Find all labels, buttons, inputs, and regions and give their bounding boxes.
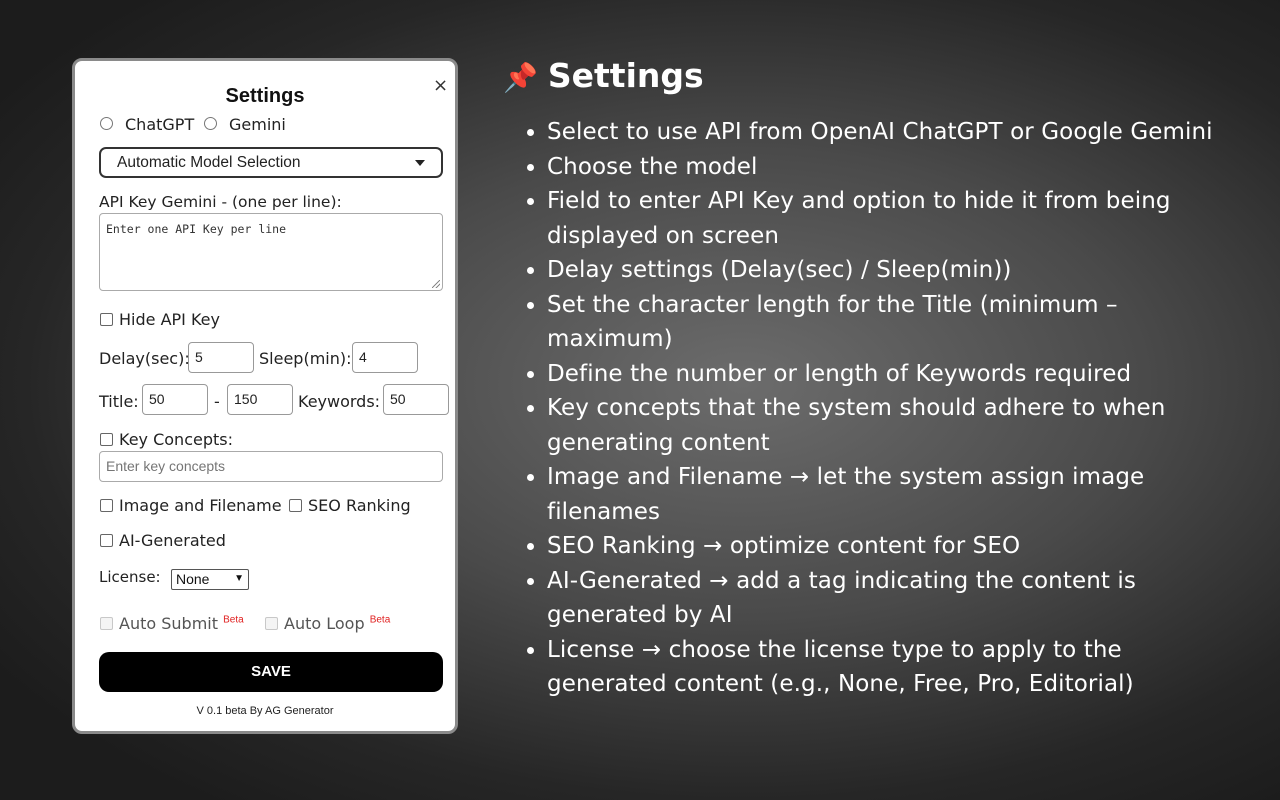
gemini-label: Gemini xyxy=(229,115,286,134)
title-min-input[interactable]: 50 xyxy=(142,384,208,415)
title-label: Title: xyxy=(99,392,139,411)
resize-handle-icon[interactable] xyxy=(432,280,440,288)
title-max-input[interactable]: 150 xyxy=(227,384,293,415)
list-item: SEO Ranking → optimize content for SEO xyxy=(547,529,1237,564)
auto-loop-checkbox[interactable] xyxy=(265,617,278,630)
title-range-dash: - xyxy=(214,392,220,411)
image-filename-label: Image and Filename xyxy=(119,496,282,515)
feature-list xyxy=(547,115,1237,702)
list-item: License → choose the license type to apply to the generated content (e.g., None, Free, Pro, Editorial) xyxy=(547,633,1237,702)
beta-badge: Beta xyxy=(369,614,391,626)
list-item: Set the character length for the Title (minimum – maximum) xyxy=(547,288,1237,357)
ai-generated-label: AI-Generated xyxy=(119,531,226,550)
hide-api-key-checkbox[interactable] xyxy=(100,313,113,326)
api-key-placeholder: Enter one API Key per line xyxy=(106,222,287,236)
list-item: AI-Generated → add a tag indicating the content is generated by AI xyxy=(547,564,1237,633)
auto-loop-text: Auto Loop xyxy=(284,614,365,633)
license-select[interactable] xyxy=(171,569,249,590)
auto-submit-label xyxy=(119,614,244,633)
api-key-textarea[interactable] xyxy=(99,213,443,291)
sleep-label: Sleep(min): xyxy=(259,349,352,368)
settings-panel xyxy=(72,58,458,734)
list-item: Image and Filename → let the system assign image filenames xyxy=(547,460,1237,529)
version-footer: V 0.1 beta By AG Generator xyxy=(196,705,334,717)
list-item: Choose the model xyxy=(547,150,1237,185)
license-label: License: xyxy=(99,568,161,586)
chevron-down-icon: ▼ xyxy=(234,573,244,584)
model-select[interactable] xyxy=(99,147,443,178)
list-item: Select to use API from OpenAI ChatGPT or Google Gemini xyxy=(547,115,1237,150)
chevron-down-icon xyxy=(415,160,425,166)
api-key-label: API Key Gemini - (one per line): xyxy=(99,193,342,211)
pushpin-icon: 📌 xyxy=(503,61,538,94)
ai-generated-checkbox[interactable] xyxy=(100,534,113,547)
image-filename-checkbox[interactable] xyxy=(100,499,113,512)
delay-label: Delay(sec): xyxy=(99,349,190,368)
seo-ranking-checkbox[interactable] xyxy=(289,499,302,512)
gemini-radio[interactable] xyxy=(204,117,217,130)
list-item: Delay settings (Delay(sec) / Sleep(min)) xyxy=(547,253,1237,288)
key-concepts-input[interactable]: Enter key concepts xyxy=(99,451,443,482)
list-item: Define the number or length of Keywords required xyxy=(547,357,1237,392)
info-heading-text: Settings xyxy=(547,56,704,95)
beta-badge: Beta xyxy=(223,614,244,626)
list-item: Key concepts that the system should adhere to when generating content xyxy=(547,391,1237,460)
info-heading xyxy=(503,56,704,95)
chatgpt-label: ChatGPT xyxy=(125,115,195,134)
list-item: Field to enter API Key and option to hide it from being displayed on screen xyxy=(547,184,1237,253)
chatgpt-radio[interactable] xyxy=(100,117,113,130)
keywords-label: Keywords: xyxy=(298,392,381,411)
keywords-input[interactable]: 50 xyxy=(383,384,449,415)
license-select-value: None xyxy=(176,571,210,587)
panel-title: Settings xyxy=(225,85,305,107)
seo-ranking-label: SEO Ranking xyxy=(308,496,411,515)
close-icon[interactable]: × xyxy=(433,75,449,96)
delay-input[interactable]: 5 xyxy=(188,342,254,373)
sleep-input[interactable]: 4 xyxy=(352,342,418,373)
hide-api-key-label: Hide API Key xyxy=(119,310,220,329)
auto-loop-label xyxy=(284,614,390,633)
key-concepts-label: Key Concepts: xyxy=(119,430,233,449)
model-select-value: Automatic Model Selection xyxy=(117,154,301,171)
auto-submit-checkbox[interactable] xyxy=(100,617,113,630)
auto-submit-text: Auto Submit xyxy=(119,614,218,633)
save-button[interactable]: SAVE xyxy=(99,652,443,692)
key-concepts-checkbox[interactable] xyxy=(100,433,113,446)
